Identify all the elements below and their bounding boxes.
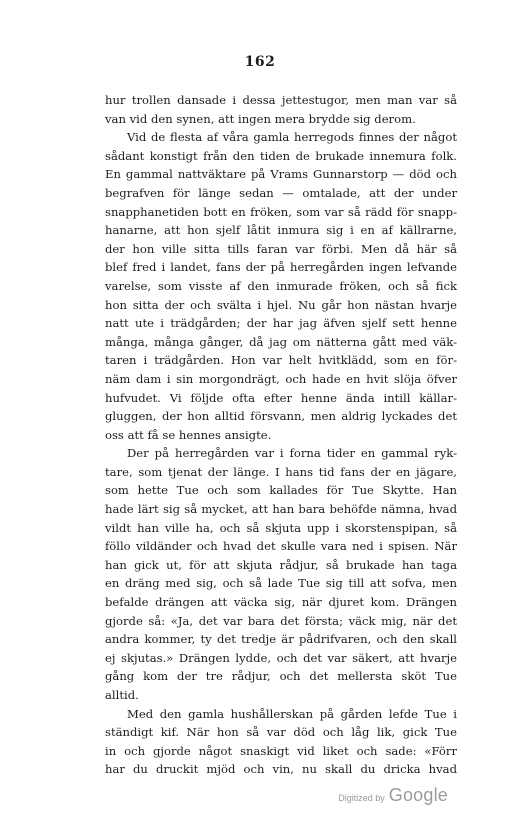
text-line: andra kommer, ty det tredje är pådrifvaren, och den skall xyxy=(105,632,457,647)
text-line: snapphanetiden bott en fröken, som var så rädd för snapp- xyxy=(105,204,457,219)
text-line: hufvudet. Vi följde ofta efter henne ända intill källar- xyxy=(105,390,457,405)
body-text xyxy=(105,91,457,779)
text-line: föllo vildänder och hvad det skulle vara ned i spisen. När xyxy=(105,539,457,554)
text-line: näm dam i sin morgondrägt, och hade en hvit slöja öfver xyxy=(105,371,457,386)
text-line: gång kom der tre rådjur, och det mellersta sköt Tue xyxy=(105,669,457,684)
text-line: gjorde så: «Ja, det var bara det första; väck mig, när det xyxy=(105,613,457,628)
text-line: begrafven för länge sedan — omtalade, att der under xyxy=(105,185,457,200)
text-line: in och gjorde något snaskigt vid liket och sade: «Förr xyxy=(105,743,457,758)
text-line: sådant konstigt från den tiden de brukade innemura folk. xyxy=(105,148,457,163)
digitization-watermark xyxy=(338,785,448,806)
text-line: Vid de flesta af våra gamla herregods finnes der något xyxy=(127,130,457,145)
text-line: han gick ut, för att skjuta rådjur, så brukade han taga xyxy=(105,557,457,572)
text-line: som hette Tue och som kallades för Tue Skytte. Han xyxy=(105,483,457,498)
text-line: taren i trädgården. Hon var helt hvitklädd, som en för- xyxy=(105,353,457,368)
text-line: Der på herregården var i forna tider en gammal ryk- xyxy=(127,446,457,461)
text-line: hon sitta der och svälta i hjel. Nu går hon nästan hvarje xyxy=(105,297,457,312)
text-line: vildt han ville ha, och så skjuta upp i skorstenspipan, så xyxy=(105,520,457,535)
text-line: hur trollen dansade i dessa jettestugor, men man var så xyxy=(105,93,457,107)
page-number: 162 xyxy=(244,54,276,70)
text-line: natt ute i trädgården; der har jag äfven sjelf sett henne xyxy=(105,316,457,331)
text-line: van vid den synen, att ingen mera brydde sig derom. xyxy=(105,111,416,126)
text-line: blef fred i landet, fans der på herregården ingen lefvande xyxy=(105,260,457,275)
text-line: gluggen, der hon alltid försvann, men aldrig lyckades det xyxy=(105,409,457,424)
text-line: varelse, som visste af den inmurade fröken, och så fick xyxy=(105,278,457,293)
watermark-prefix: Digitized by xyxy=(338,793,385,803)
text-line: ej skjutas.» Drängen lydde, och det var säkert, att hvarje xyxy=(105,650,457,665)
watermark-brand: Google xyxy=(388,785,448,805)
text-line: En gammal nattväktare på Vrams Gunnarstorp — död och xyxy=(105,167,457,182)
text-line: hanarne, att hon sjelf låtit inmura sig i en af källrarne, xyxy=(105,223,457,238)
text-line: Med den gamla hushållerskan på gården lefde Tue i xyxy=(127,706,457,721)
text-line: många, många gånger, då jag om nätterna gått med väk- xyxy=(105,334,457,349)
text-line: der hon ville sitta tills faran var förbi. Men då här så xyxy=(105,241,457,256)
text-line: hade lärt sig så mycket, att han bara behöfde nämna, hvad xyxy=(105,502,457,517)
text-line: oss att få se hennes ansigte. xyxy=(105,427,272,442)
text-line: en dräng med sig, och så lade Tue sig till att sofva, men xyxy=(105,576,457,591)
text-line: alltid. xyxy=(105,688,139,702)
text-line: befalde drängen att väcka sig, när djuret kom. Drängen xyxy=(105,595,457,610)
text-line: har du druckit mjöd och vin, nu skall du dricka hvad xyxy=(105,762,457,777)
text-line: ständigt kif. När hon så var död och låg lik, gick Tue xyxy=(105,725,457,740)
text-line: tare, som tjenat der länge. I hans tid fans der en jägare, xyxy=(105,464,457,479)
